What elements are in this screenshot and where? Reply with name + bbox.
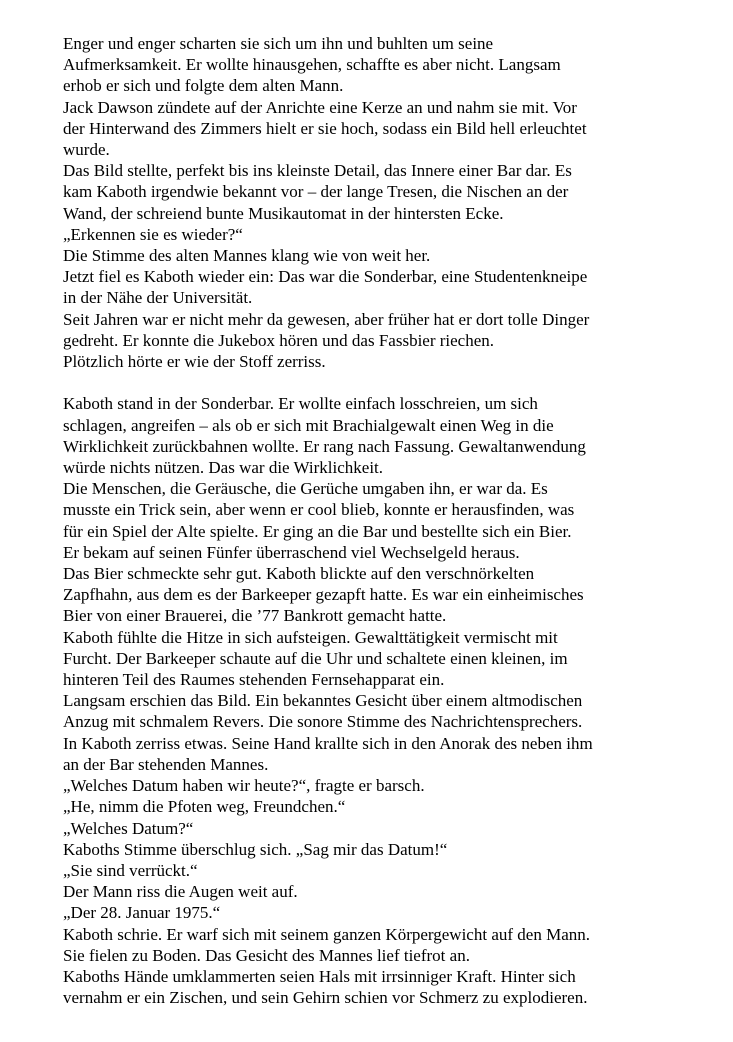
text-line: Langsam erschien das Bild. Ein bekanntes Gesicht über einem altmodischen — [63, 691, 583, 711]
text-line: Kaboths Hände umklammerten seien Hals mit irrsinniger Kraft. Hinter sich — [63, 966, 576, 986]
text-line: Der Mann riss die Augen weit auf. — [63, 882, 298, 902]
text-line: Kaboths Stimme überschlug sich. „Sag mir das Datum!“ — [63, 839, 448, 859]
text-line: musste ein Trick sein, aber wenn er cool blieb, konnte er herausfinden, was — [63, 500, 575, 520]
text-line: Kaboth stand in der Sonderbar. Er wollte einfach losschreien, um sich — [63, 394, 538, 414]
text-line: „Welches Datum?“ — [63, 818, 194, 838]
text-line: „Der 28. Januar 1975.“ — [63, 903, 221, 923]
text-line: Sie fielen zu Boden. Das Gesicht des Mannes lief tiefrot an. — [63, 945, 470, 965]
text-line: „Erkennen sie es wieder?“ — [63, 224, 243, 244]
text-line: Jack Dawson zündete auf der Anrichte eine Kerze an und nahm sie mit. Vor — [63, 97, 577, 117]
text-line: Seit Jahren war er nicht mehr da gewesen, aber früher hat er dort tolle Dinger — [63, 309, 590, 329]
text-line: Die Stimme des alten Mannes klang wie von weit her. — [63, 246, 431, 266]
text-line: Das Bild stellte, perfekt bis ins kleinste Detail, das Innere einer Bar dar. Es — [63, 161, 572, 181]
text-line: Anzug mit schmalem Revers. Die sonore Stimme des Nachrichtensprechers. — [63, 712, 583, 732]
page-text — [63, 33, 723, 1008]
text-line: Bier von einer Brauerei, die ’77 Bankrott gemacht hatte. — [63, 606, 447, 626]
text-line: gedreht. Er konnte die Jukebox hören und das Fassbier riechen. — [63, 330, 495, 350]
text-line: Enger und enger scharten sie sich um ihn und buhlten um seine — [63, 34, 494, 53]
paragraph-block — [63, 393, 723, 1008]
text-line: Kaboth schrie. Er warf sich mit seinem ganzen Körpergewicht auf den Mann. — [63, 924, 590, 944]
text-line: vernahm er ein Zischen, und sein Gehirn schien vor Schmerz zu explodieren. — [63, 988, 588, 1008]
text-line: „He, nimm die Pfoten weg, Freundchen.“ — [63, 797, 346, 817]
text-line: „Sie sind verrückt.“ — [63, 860, 198, 880]
paragraph-block — [63, 33, 723, 372]
text-line: Plötzlich hörte er wie der Stoff zerriss. — [63, 352, 326, 372]
text-line: Wirklichkeit zurückbahnen wollte. Er rang nach Fassung. Gewaltanwendung — [63, 436, 586, 456]
text-line: erhob er sich und folgte dem alten Mann. — [63, 76, 344, 96]
text-line: Zapfhahn, aus dem es der Barkeeper gezapft hatte. Es war ein einheimisches — [63, 585, 584, 605]
text-line: Aufmerksamkeit. Er wollte hinausgehen, schaffte es aber nicht. Langsam — [63, 55, 561, 75]
text-line: für ein Spiel der Alte spielte. Er ging an die Bar und bestellte sich ein Bier. — [63, 521, 572, 541]
text-line: hinteren Teil des Raumes stehenden Fernsehapparat ein. — [63, 670, 445, 690]
text-line: Die Menschen, die Geräusche, die Gerüche umgaben ihn, er war da. Es — [63, 479, 548, 499]
text-line: in der Nähe der Universität. — [63, 288, 253, 308]
text-line: Furcht. Der Barkeeper schaute auf die Uhr und schaltete einen kleinen, im — [63, 648, 568, 668]
text-line: wurde. — [63, 140, 110, 160]
text-line: Kaboth fühlte die Hitze in sich aufsteigen. Gewalttätigkeit vermischt mit — [63, 627, 558, 647]
text-line: Er bekam auf seinen Fünfer überraschend viel Wechselgeld heraus. — [63, 542, 520, 562]
text-line: „Welches Datum haben wir heute?“, fragte er barsch. — [63, 776, 425, 796]
text-line: Jetzt fiel es Kaboth wieder ein: Das war die Sonderbar, eine Studentenkneipe — [63, 267, 588, 287]
text-line: würde nichts nützen. Das war die Wirklichkeit. — [63, 458, 384, 478]
text-line: kam Kaboth irgendwie bekannt vor – der lange Tresen, die Nischen an der — [63, 182, 569, 202]
text-line: Das Bier schmeckte sehr gut. Kaboth blickte auf den verschnörkelten — [63, 564, 535, 584]
text-line: der Hinterwand des Zimmers hielt er sie hoch, sodass ein Bild hell erleuchtet — [63, 118, 587, 138]
text-line: an der Bar stehenden Mannes. — [63, 754, 269, 774]
text-line: Wand, der schreiend bunte Musikautomat in der hintersten Ecke. — [63, 203, 504, 223]
text-line: schlagen, angreifen – als ob er sich mit Brachialgewalt einen Weg in die — [63, 415, 554, 435]
text-line: In Kaboth zerriss etwas. Seine Hand krallte sich in den Anorak des neben ihm — [63, 733, 593, 753]
